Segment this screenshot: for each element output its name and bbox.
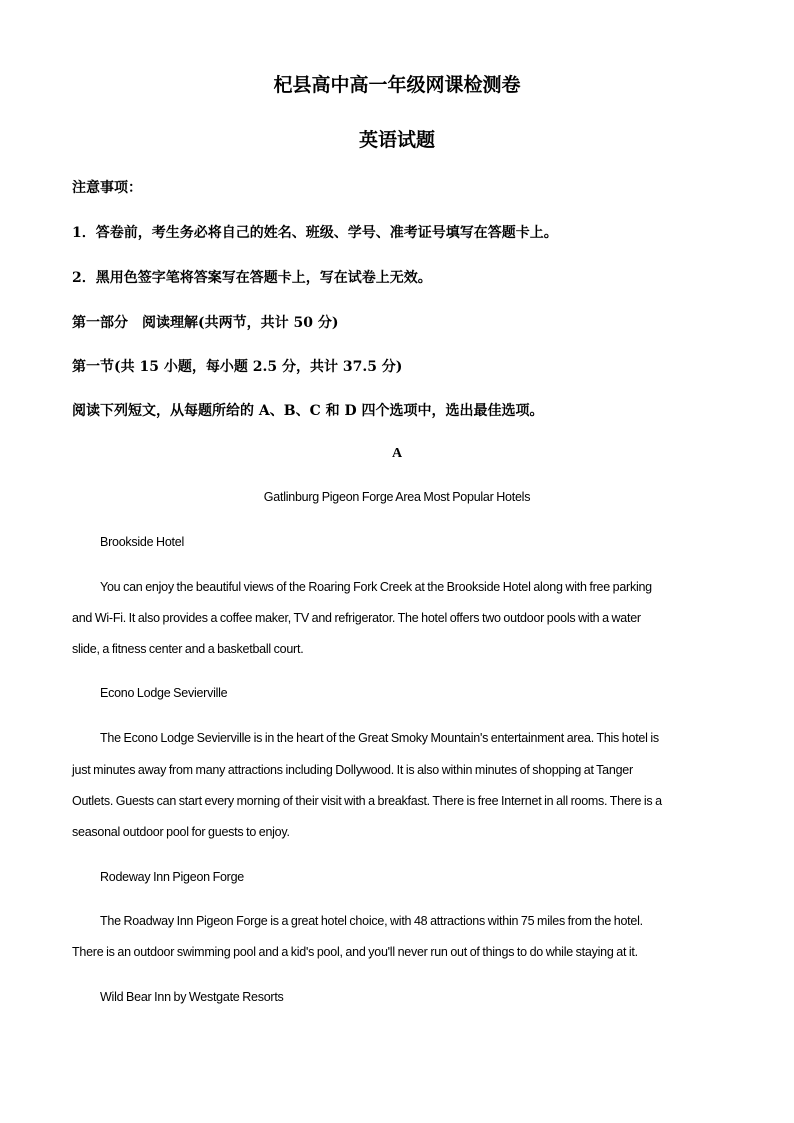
hotel-name: Wild Bear Inn by Westgate Resorts	[100, 990, 284, 1004]
reading-instruction: 阅读下列短文，从每题所给的 A、B、C 和 D 四个选项中，选出最佳选项。	[72, 403, 544, 419]
note-item-2: 2．黑用色签字笔将答案写在答题卡上，写在试卷上无效。	[72, 270, 432, 286]
notes-heading: 注意事项：	[72, 180, 142, 196]
exam-title: 杞县高中高一年级网课检测卷	[273, 74, 521, 96]
paragraph-line: The Roadway Inn Pigeon Forge is a great hotel choice, with 48 attractions within 75 miles from the hotel.	[100, 914, 643, 928]
passage-title: Gatlinburg Pigeon Forge Area Most Popular Hotels	[263, 490, 531, 504]
paragraph-line: seasonal outdoor pool for guests to enjoy.	[72, 825, 290, 839]
note-item-1: 1．答卷前，考生务必将自己的姓名、班级、学号、准考证号填写在答题卡上。	[72, 225, 558, 241]
hotel-name: Brookside Hotel	[100, 535, 184, 549]
subject-title: 英语试题	[358, 129, 435, 151]
hotel-name: Econo Lodge Sevierville	[100, 686, 228, 700]
section-title: 第一节(共 15 小题，每小题 2.5 分，共计 37.5 分)	[72, 359, 403, 375]
paragraph-line: You can enjoy the beautiful views of the Roaring Fork Creek at the Brookside Hotel along with free parking	[100, 580, 652, 594]
paragraph-line: Outlets. Guests can start every morning of their visit with a breakfast. There is free Internet in all rooms. There is a	[72, 794, 662, 808]
paragraph-line: just minutes away from many attractions including Dollywood. It is also within minutes of shopping at Tanger	[72, 763, 633, 777]
hotel-name: Rodeway Inn Pigeon Forge	[100, 870, 244, 884]
passage-letter: A	[391, 446, 403, 461]
paragraph-line: slide, a fitness center and a basketball court.	[72, 642, 304, 656]
paragraph-line: The Econo Lodge Sevierville is in the heart of the Great Smoky Mountain's entertainment area. This hotel is	[100, 731, 659, 745]
paragraph-line: and Wi-Fi. It also provides a coffee maker, TV and refrigerator. The hotel offers two outdoor pools with a water	[72, 611, 641, 625]
part-title: 第一部分 阅读理解(共两节，共计 50 分)	[72, 315, 339, 331]
paragraph-line: There is an outdoor swimming pool and a kid's pool, and you'll never run out of things to do while staying at it.	[72, 945, 638, 959]
